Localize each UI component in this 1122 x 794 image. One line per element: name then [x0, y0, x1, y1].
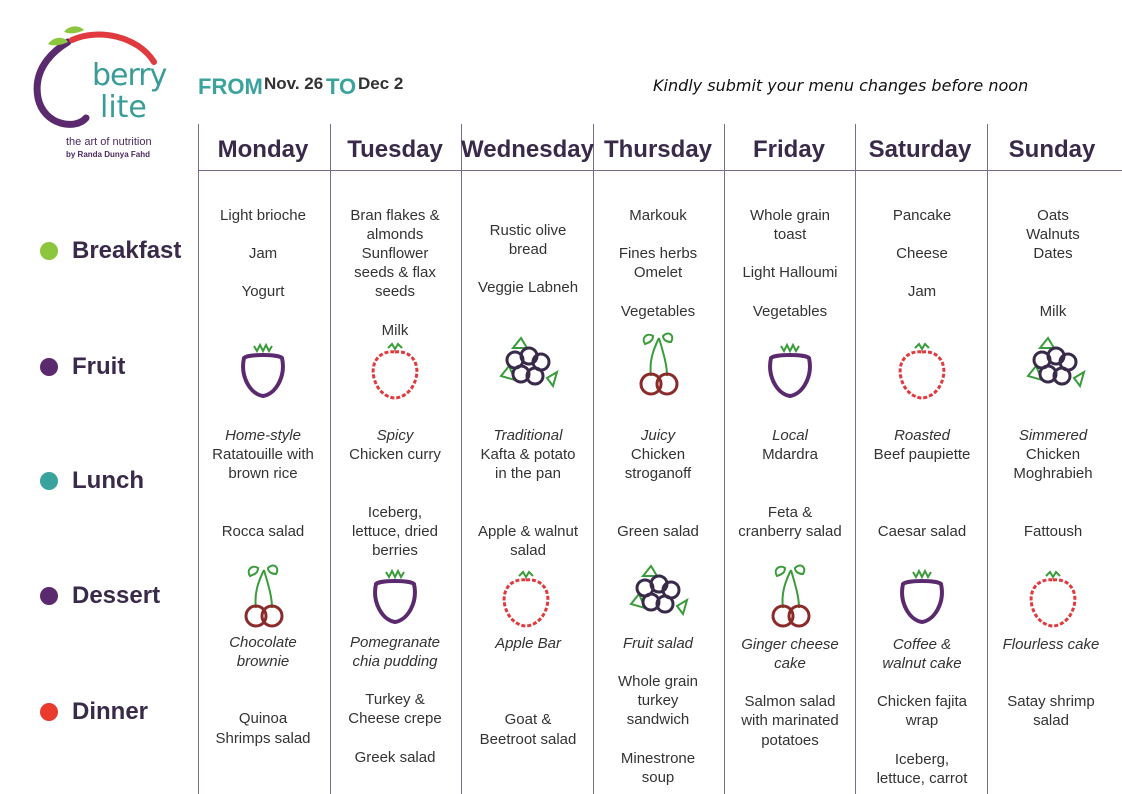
- meal-label-breakfast: [40, 236, 181, 266]
- to-date: Dec 2: [358, 74, 404, 93]
- meal-label-text: Dinner: [72, 698, 149, 725]
- grid-line: [461, 124, 462, 794]
- lunch-title: Roasted: [894, 427, 950, 444]
- meal-label-fruit: [40, 352, 125, 382]
- header-divider: [198, 170, 1122, 171]
- day-header-thursday: Thursday: [603, 136, 713, 163]
- breakfast-item: toast: [773, 226, 807, 243]
- breakfast-item: Pancake: [892, 207, 952, 224]
- lunch-dish: Ratatouille with: [212, 446, 314, 463]
- dinner-dot-icon: [40, 703, 58, 721]
- dinner-side: lettuce, carrot: [876, 770, 968, 787]
- breakfast-item: Light Halloumi: [742, 264, 838, 281]
- lunch-side: Green salad: [617, 523, 699, 540]
- breakfast-item: Sunflower: [361, 245, 429, 262]
- breakfast-dot-icon: [40, 242, 58, 260]
- breakfast-item: Light brioche: [220, 207, 306, 224]
- meal-label-text: Dessert: [72, 582, 161, 609]
- fig-icon: [360, 562, 430, 632]
- dinner-item: Turkey &: [365, 691, 425, 708]
- day-header-friday: Friday: [752, 136, 826, 163]
- dinner-item: turkey: [637, 692, 679, 709]
- fruit-dot-icon: [40, 358, 58, 376]
- breakfast-item: Rustic olive: [489, 222, 567, 239]
- breakfast-item: Yogurt: [241, 283, 285, 300]
- breakfast-item: Whole grain: [749, 207, 831, 224]
- meal-label-dinner: [40, 697, 148, 727]
- breakfast-extra: Vegetables: [620, 303, 696, 320]
- day-header-sunday: Sunday: [1008, 136, 1096, 163]
- fig-icon: [228, 336, 298, 406]
- cherry-icon: [755, 562, 825, 632]
- lunch-side: Fattoush: [1023, 523, 1083, 540]
- lunch-dot-icon: [40, 472, 58, 490]
- lunch-dish: Moghrabieh: [1013, 465, 1093, 482]
- lunch-side: lettuce, dried: [352, 523, 438, 540]
- brand-name-line2: lite: [100, 90, 147, 125]
- breakfast-extra: Milk: [1039, 303, 1067, 320]
- from-label: FROM: [198, 74, 263, 99]
- breakfast-extra: Veggie Labneh: [477, 279, 579, 296]
- dinner-item: Whole grain: [617, 673, 699, 690]
- dinner-item: Beetroot salad: [479, 731, 577, 748]
- meal-label-text: Breakfast: [72, 237, 182, 264]
- breakfast-item: almonds: [366, 226, 424, 243]
- day-header-monday: Monday: [217, 136, 309, 163]
- dessert-item: Pomegranate: [349, 634, 441, 651]
- dinner-side: soup: [641, 769, 675, 786]
- breakfast-item: Cheese: [896, 245, 948, 262]
- dinner-side: Iceberg,: [894, 751, 950, 768]
- lunch-title: Simmered: [1018, 427, 1088, 444]
- breakfast-extra: Vegetables: [752, 303, 828, 320]
- day-header-tuesday: Tuesday: [347, 136, 443, 163]
- dinner-item: potatoes: [761, 732, 819, 749]
- dessert-item: Apple Bar: [495, 635, 561, 652]
- fig-icon: [887, 562, 957, 632]
- dinner-item: sandwich: [626, 711, 690, 728]
- dessert-item: walnut cake: [882, 655, 962, 672]
- to-label: TO: [326, 74, 357, 99]
- dinner-item: Salmon salad: [744, 693, 836, 710]
- brand-byline: by Randa Dunya Fahd: [66, 150, 151, 159]
- dinner-item: wrap: [905, 712, 939, 729]
- lunch-dish: Beef paupiette: [873, 446, 971, 463]
- dinner-item: salad: [1033, 712, 1069, 729]
- dinner-item: Shrimps salad: [215, 730, 311, 747]
- dinner-side: Greek salad: [354, 749, 436, 766]
- dessert-item: Fruit salad: [622, 635, 694, 652]
- grid-line: [855, 124, 856, 794]
- dinner-side: Minestrone: [620, 750, 696, 767]
- dessert-item: Ginger cheese: [741, 636, 839, 653]
- breakfast-item: Jam: [907, 283, 937, 300]
- strawberry-icon: [491, 564, 561, 634]
- lunch-side: Apple & walnut: [477, 523, 579, 540]
- notice-text: Kindly submit your menu changes before noon: [653, 76, 1029, 95]
- breakfast-item: Walnuts: [1026, 226, 1080, 243]
- brand-tagline: the art of nutrition: [66, 136, 152, 148]
- dinner-item: Quinoa: [238, 710, 288, 727]
- berries-icon: [493, 332, 563, 402]
- breakfast-item: Markouk: [629, 207, 687, 224]
- breakfast-item: bread: [508, 241, 548, 258]
- lunch-side: Iceberg,: [367, 504, 423, 521]
- strawberry-icon: [887, 336, 957, 406]
- lunch-dish: Chicken: [1025, 446, 1081, 463]
- breakfast-item: seeds & flax: [354, 264, 436, 281]
- strawberry-icon: [1018, 564, 1088, 634]
- lunch-dish: in the pan: [495, 465, 561, 482]
- dessert-item: brownie: [236, 653, 290, 670]
- berries-icon: [623, 560, 693, 630]
- lunch-side: Feta &: [767, 504, 813, 521]
- cherry-icon: [228, 562, 298, 632]
- day-header-wednesday: Wednesday: [461, 136, 594, 163]
- dinner-item: with marinated: [741, 712, 839, 729]
- lunch-title: Traditional: [493, 427, 563, 444]
- lunch-side: cranberry salad: [738, 523, 842, 540]
- lunch-dish: Kafta & potato: [480, 446, 576, 463]
- brand-logo: [28, 18, 168, 168]
- brand-name-line1: berry: [92, 58, 167, 93]
- breakfast-item: Oats: [1037, 207, 1069, 224]
- breakfast-item: Bran flakes &: [350, 207, 440, 224]
- dessert-item: Chocolate: [229, 634, 297, 651]
- breakfast-item: Dates: [1033, 245, 1073, 262]
- lunch-dish: Chicken curry: [349, 446, 441, 463]
- dessert-item: chia pudding: [352, 653, 438, 670]
- lunch-title: Home-style: [225, 427, 301, 444]
- from-date: Nov. 26: [264, 74, 324, 93]
- lunch-title: Spicy: [376, 427, 414, 444]
- lunch-title: Juicy: [640, 427, 676, 444]
- dessert-dot-icon: [40, 587, 58, 605]
- dinner-item: Cheese crepe: [348, 710, 442, 727]
- strawberry-icon: [360, 336, 430, 406]
- dessert-item: Flourless cake: [1002, 636, 1100, 653]
- breakfast-extra: Milk: [381, 322, 409, 339]
- lunch-side: Rocca salad: [221, 523, 305, 540]
- fig-icon: [755, 336, 825, 406]
- lunch-side: Caesar salad: [877, 523, 967, 540]
- meal-label-dessert: [40, 581, 160, 611]
- dinner-item: Goat &: [504, 711, 552, 728]
- breakfast-item: Fines herbs: [618, 245, 698, 262]
- lunch-dish: brown rice: [228, 465, 298, 482]
- berries-icon: [1020, 332, 1090, 402]
- meal-label-text: Fruit: [72, 353, 126, 380]
- dessert-item: Coffee &: [892, 636, 952, 653]
- day-header-saturday: Saturday: [868, 136, 972, 163]
- dinner-item: Satay shrimp: [1007, 693, 1095, 710]
- lunch-title: Local: [772, 427, 808, 444]
- lunch-side: salad: [510, 542, 546, 559]
- lunch-side: berries: [372, 542, 418, 559]
- breakfast-item: Omelet: [633, 264, 683, 281]
- meal-label-lunch: [40, 466, 144, 496]
- lunch-dish: stroganoff: [624, 465, 692, 482]
- breakfast-item: Jam: [248, 245, 278, 262]
- lunch-dish: Mdardra: [762, 446, 818, 463]
- dessert-item: cake: [774, 655, 806, 672]
- meal-label-text: Lunch: [72, 467, 144, 494]
- dinner-item: Chicken fajita: [876, 693, 968, 710]
- cherry-icon: [623, 330, 693, 400]
- breakfast-item: seeds: [374, 283, 416, 300]
- lunch-dish: Chicken: [630, 446, 686, 463]
